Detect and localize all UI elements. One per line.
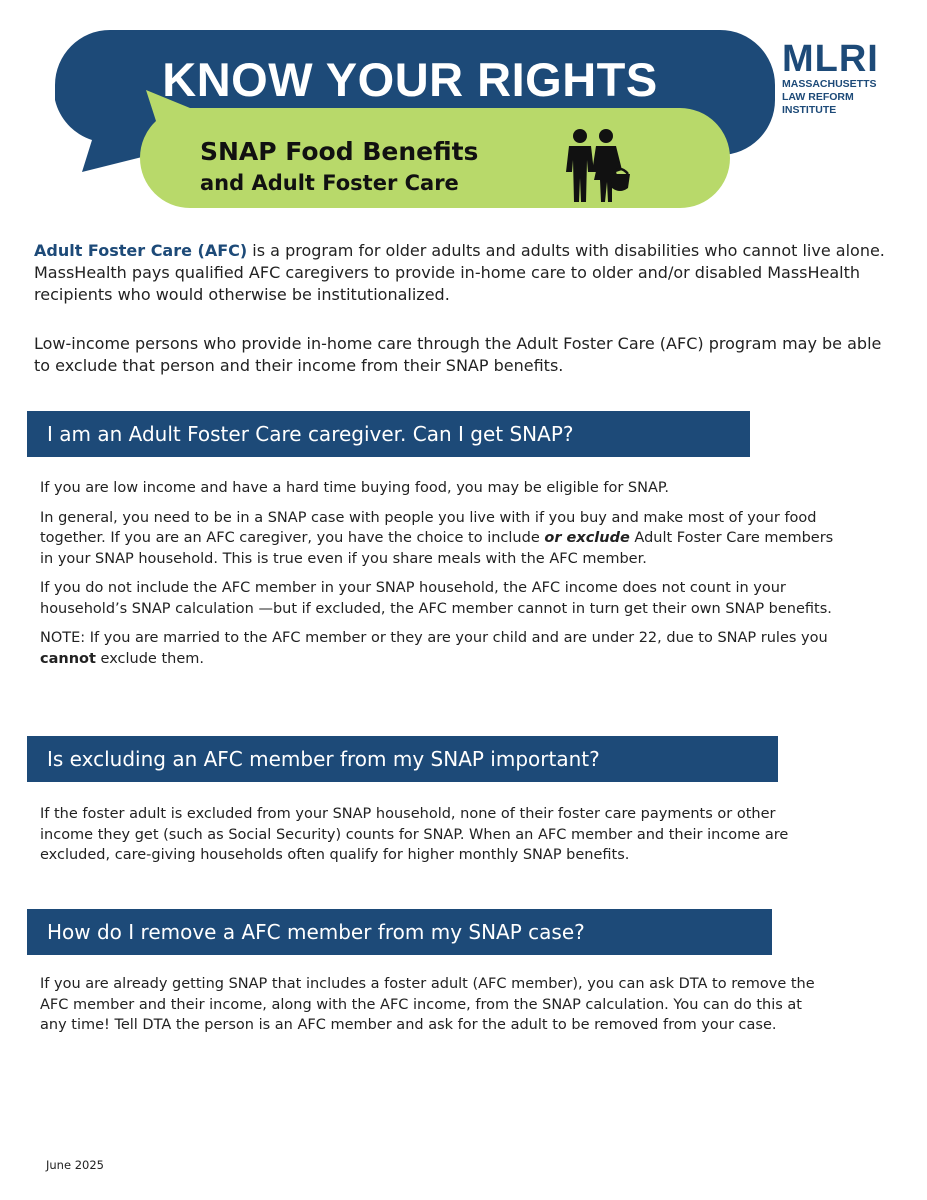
section-3-paragraph-1: If you are already getting SNAP that includes a foster adult (AFC member), you can ask DTA to remove the AFC member and their income, along with the AFC income, from the SNAP calculation. You can do this at any time! Tell DTA the person is an AFC member and ask for the adult to be removed from your case. [40, 976, 815, 1033]
section-1-note [40, 628, 840, 669]
subtitle-line-1: SNAP Food Benefits [200, 137, 479, 166]
afc-term: Adult Foster Care (AFC) [34, 241, 248, 260]
section-1-paragraph-1: If you are low income and have a hard time buying food, you may be eligible for SNAP. [40, 480, 669, 496]
section-heading-excluding-important: Is excluding an AFC member from my SNAP important? [27, 736, 778, 782]
section-1-paragraph-2 [40, 508, 840, 570]
intro-text-1: is a program for older adults and adults with disabilities who cannot live alone. MassHealth pays qualified AFC caregivers to provide in-home care to older and/or disabled MassHealth recipients who would otherwise be institutionalized. [34, 241, 885, 304]
section-3-body [40, 974, 830, 1045]
section-2-paragraph-1: If the foster adult is excluded from your SNAP household, none of their foster care payments or other income they get (such as Social Security) counts for SNAP. When an AFC member and their income are excluded, care-giving households often qualify for higher monthly SNAP benefits. [40, 806, 789, 863]
subtitle-line-2: and Adult Foster Care [200, 171, 459, 195]
section-heading-remove-afc-member: How do I remove a AFC member from my SNAP case? [27, 909, 772, 955]
section-1-note-text-c: exclude them. [95, 650, 204, 667]
footer-date: June 2025 [46, 1158, 104, 1172]
intro-paragraph-2: Low-income persons who provide in-home care through the Adult Foster Care (AFC) program may be able to exclude that person and their income from their SNAP benefits. [34, 334, 882, 375]
section-1-body [40, 478, 840, 678]
logo-abbr: MLRI [782, 38, 879, 80]
logo-line-2: LAW REFORM [782, 91, 854, 103]
section-heading-can-i-get-snap: I am an Adult Foster Care caregiver. Can I get SNAP? [27, 411, 750, 457]
section-1-p2-text-a: In general, you need to be in a SNAP case with people you live with if you buy and make most of your food together. If you are an AFC caregiver, you have the choice to include [40, 509, 817, 546]
page-title: KNOW YOUR RIGHTS [162, 53, 658, 106]
section-1-paragraph-3: If you do not include the AFC member in your SNAP household, the AFC income does not count in your household’s SNAP calculation —but if excluded, the AFC member cannot in turn get their own SNAP benefits. [40, 580, 832, 617]
section-1-p2-emphasis: or exclude [544, 530, 630, 546]
section-2-body [40, 804, 830, 875]
intro-paragraph-1 [34, 240, 894, 306]
logo-line-1: MASSACHUSETTS [782, 78, 877, 90]
mlri-logo [782, 40, 879, 117]
section-1-note-text-a: NOTE: If you are married to the AFC member or they are your child and are under 22, due to SNAP rules you [40, 630, 828, 646]
caregiver-couple-icon [560, 128, 634, 204]
section-1-p2-text-c: Adult Foster Care members in your SNAP household. This is true even if you share meals with the AFC member. [40, 530, 834, 567]
logo-line-3: INSTITUTE [782, 104, 837, 116]
section-1-note-emphasis: cannot [40, 650, 96, 667]
